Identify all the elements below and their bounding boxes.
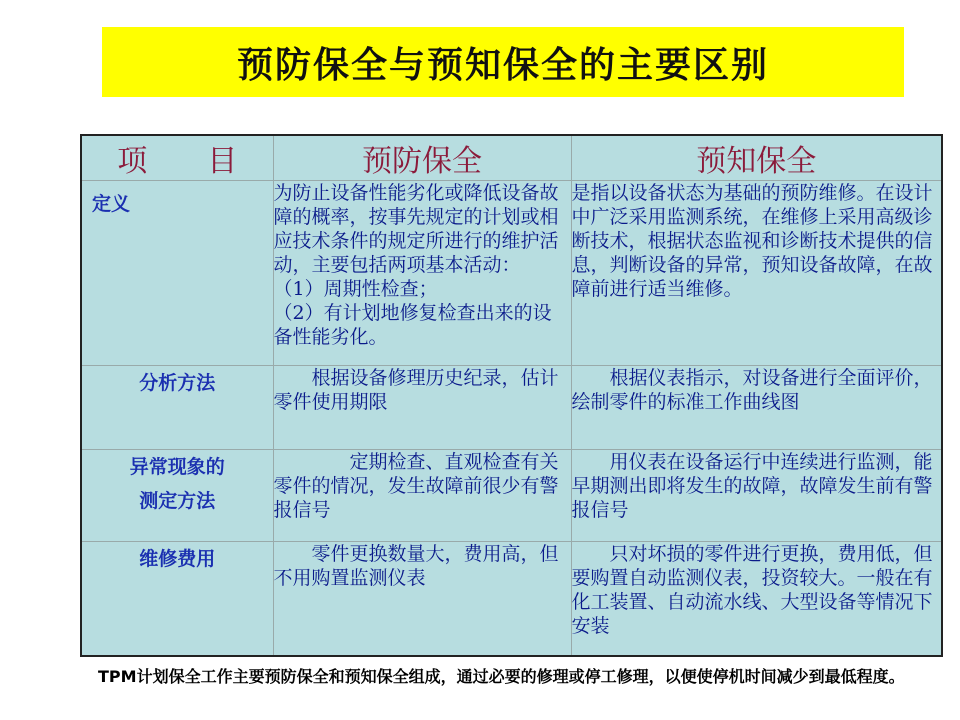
definition-predictive-text: 是指以设备状态为基础的预防维修。在设计中广泛采用监测系统，在维修上采用高级诊断技术，根据状态监视和诊断技术提供的信息，判断设备的异常，预知设备故障，在故障前进行适当维修。 [571,182,933,300]
analysis-predictive-text: 根据仪表指示，对设备进行全面评价，绘制零件的标准工作曲线图 [571,367,933,413]
analysis-predictive [571,366,942,450]
footer-text: 计划保全工作主要预防保全和预知保全组成，通过必要的修理或停工修理，以便使停机时间减少到最低程度。 [136,667,905,686]
analysis-preventive [273,366,571,450]
header-predictive: 预知保全 [571,135,942,181]
row-label-measurement-line-1: 异常现象的 [129,456,225,478]
table-row [81,181,942,366]
measurement-predictive [571,450,942,542]
definition-preventive-item-1: （1）周期性检查； [273,278,438,300]
footer-note [98,666,918,688]
measurement-preventive [273,450,571,542]
cost-predictive [571,542,942,656]
table-header-row [81,135,942,181]
measurement-predictive-text: 用仪表在设备运行中连续进行监测，能早期测出即将发生的故障，故障发生前有警报信号 [571,451,933,521]
cost-preventive [273,542,571,656]
header-preventive: 预防保全 [273,135,571,181]
header-item: 项 目 [81,135,273,181]
row-label-measurement [81,450,273,542]
row-label-analysis: 分析方法 [81,366,273,450]
definition-preventive [273,181,571,366]
table-row [81,542,942,656]
cost-predictive-text: 只对坏损的零件进行更换，费用低，但要购置自动监测仪表，投资较大。一般在有化工装置、自动流水线、大型设备等情况下安装 [571,543,933,637]
row-label-measurement-line-2: 测定方法 [139,490,216,512]
row-label-definition: 定义 [81,181,273,366]
row-label-cost: 维修费用 [81,542,273,656]
title-banner [102,27,904,97]
measurement-preventive-text: 定期检查、直观检查有关零件的情况，发生故障前很少有警报信号 [273,451,559,521]
definition-preventive-text: 为防止设备性能劣化或降低设备故障的概率，按事先规定的计划或相应技术条件的规定所进行的维护活动，主要包括两项基本活动： [273,182,559,276]
analysis-preventive-text: 根据设备修理历史纪录，估计零件使用期限 [273,367,559,413]
comparison-table [80,134,943,657]
definition-predictive [571,181,942,366]
table-row [81,450,942,542]
cost-preventive-text: 零件更换数量大，费用高，但不用购置监测仪表 [273,543,559,589]
definition-preventive-item-2: （2）有计划地修复检查出来的设备性能劣化。 [273,302,552,348]
footer-prefix: TPM [98,667,137,686]
page-title: 预防保全与预知保全的主要区别 [236,44,769,86]
table-row [81,366,942,450]
